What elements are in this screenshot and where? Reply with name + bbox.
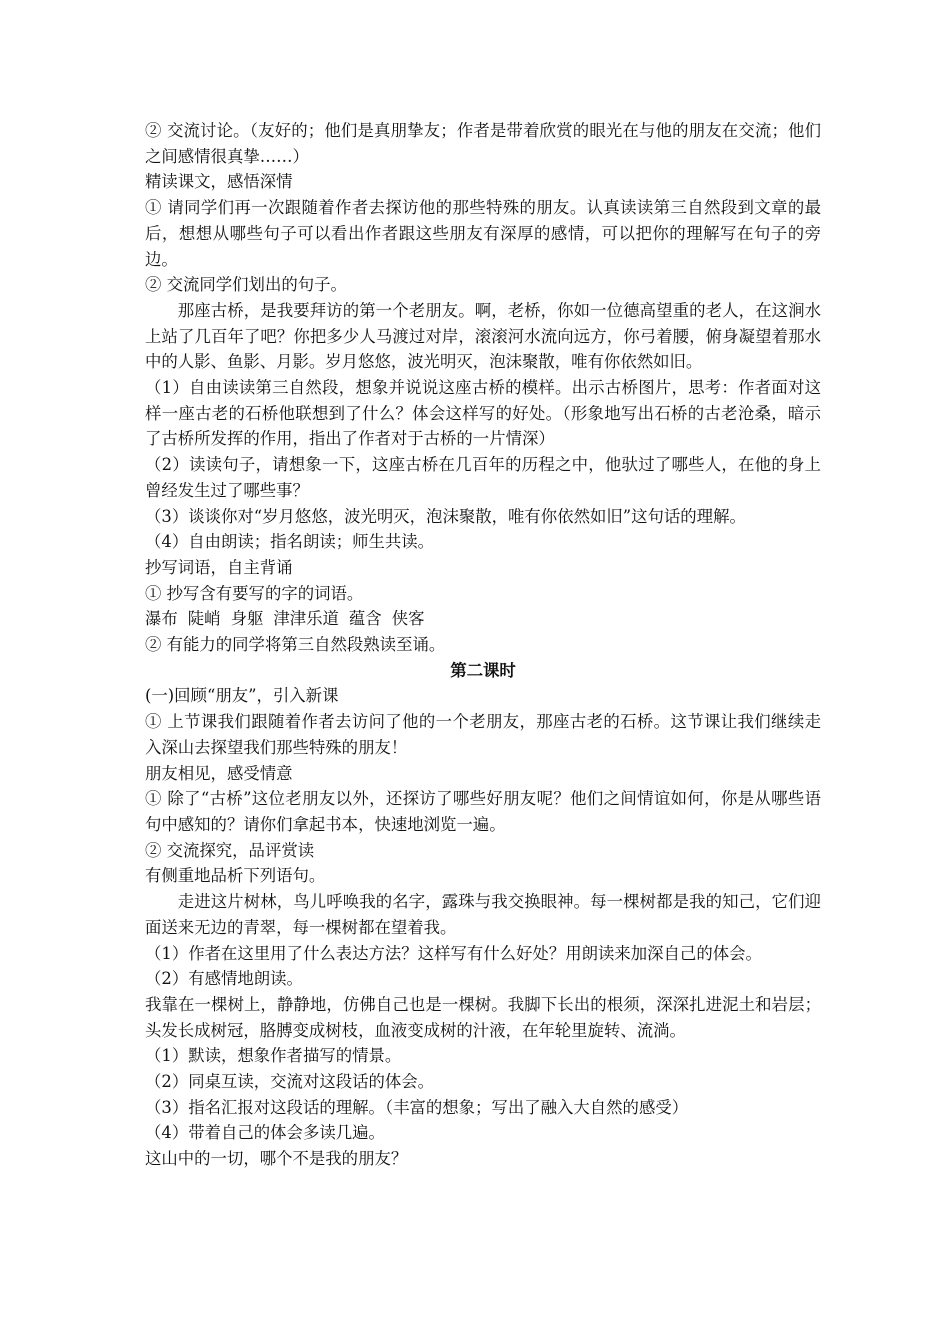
vocab-word: 瀑布: [145, 609, 178, 629]
share-sentences: ② 交流同学们划出的句子。: [145, 275, 347, 295]
vocab-list: [145, 606, 821, 632]
vocab-word: 身躯: [230, 609, 264, 629]
tree-question-1: （1）默读，想象作者描写的情景。: [145, 1046, 402, 1066]
section-title-close-reading: 精读课文，感悟深情: [145, 172, 293, 192]
closing-line: 这山中的一切，哪个不是我的朋友？: [145, 1149, 408, 1169]
review-text: ① 上节课我们跟随着作者去访问了他的一个老朋友，那座古老的石桥。这节课让我们继续走入深山去探望我们那些特殊的朋友！: [145, 712, 821, 757]
recite-task: ② 有能力的同学将第三自然段熟读至诵。: [145, 635, 446, 655]
tree-question-3: （3）指名汇报对这段话的理解。（丰富的想象；写出了融入大自然的感受）: [145, 1097, 689, 1117]
discuss-task: ② 交流探究，品评赏读: [145, 840, 315, 860]
vocab-word: 侠客: [391, 609, 425, 629]
copy-words-task: ① 抄写含有要写的字的词语。: [145, 583, 364, 603]
vocab-word: 津津乐道: [273, 609, 339, 629]
forest-question-2: （2）有感情地朗读。: [145, 969, 303, 989]
review-friends: (一)回顾“朋友”，引入新课: [145, 686, 339, 706]
tree-question-4: （4）带着自己的体会多读几遍。: [145, 1123, 385, 1143]
reading-task: ① 请同学们再一次跟随着作者去探访他的那些特殊的朋友。认真读读第三自然段到文章的最后，想想从哪些句子可以看出作者跟这些朋友有深厚的感情，可以把你的理解写在句子的旁边。: [145, 198, 821, 269]
lesson-two-heading: 第二课时: [450, 660, 516, 680]
question-1: （1）自由读读第三自然段，想象并说说这座古桥的模样。出示古桥图片，思考：作者面对这样一座古老的石桥他联想到了什么？体会这样写的好处。（形象地写出石桥的古老沧桑，暗示了古桥所发挥的作用，指出了作者对于古桥的一片情深）: [145, 378, 821, 449]
document-page: [145, 118, 821, 1172]
vocab-word: 陡峭: [187, 609, 221, 629]
question-3: （3）谈谈你对“岁月悠悠，波光明灭，泡沫聚散，唯有你依然如旧”这句话的理解。: [145, 506, 746, 526]
quote-tree: 我靠在一棵树上，静静地，仿佛自己也是一棵树。我脚下长出的根须，深深扎进泥土和岩层；头发长成树冠，胳膊变成树枝，血液变成树的汁液，在年轮里旋转、流淌。: [145, 994, 821, 1040]
discussion-result: ② 交流讨论。（友好的；他们是真朋挚友；作者是带着欣赏的眼光在与他的朋友在交流；他们之间感情很真挚……）: [145, 121, 821, 166]
section-title-friends-meet: 朋友相见，感受情意: [145, 763, 293, 783]
question-2: （2）读读句子，请想象一下，这座古桥在几百年的历程之中，他驮过了哪些人，在他的身上曾经发生过了哪些事？: [145, 455, 821, 500]
section-title-copy-words: 抄写词语，自主背诵: [145, 557, 293, 577]
explore-task: ① 除了“古桥”这位老朋友以外，还探访了哪些好朋友呢？他们之间情谊如何，你是从哪些语句中感知的？请你们拿起书本，快速地浏览一遍。: [145, 789, 821, 834]
quote-old-bridge: 那座古桥，是我要拜访的第一个老朋友。啊，老桥，你如一位德高望重的老人，在这涧水上站了几百年了吧？你把多少人马渡过对岸，滚滚河水流向远方，你弓着腰，俯身凝望着那水中的人影、鱼影、月影。岁月悠悠，波光明灭，泡沫聚散，唯有你依然如旧。: [145, 300, 821, 372]
analyze-intro: 有侧重地品析下列语句。: [145, 866, 326, 886]
quote-forest: 走进这片树林，鸟儿呼唤我的名字，露珠与我交换眼神。每一棵树都是我的知己，它们迎面送来无边的青翠，每一棵树都在望着我。: [145, 892, 821, 937]
tree-question-2: （2）同桌互读，交流对这段话的体会。: [145, 1072, 435, 1092]
question-4: （4）自由朗读；指名朗读；师生共读。: [145, 532, 435, 552]
forest-question-1: （1）作者在这里用了什么表达方法？这样写有什么好处？用朗读来加深自己的体会。: [145, 943, 762, 963]
vocab-word: 蕴含: [348, 609, 382, 629]
